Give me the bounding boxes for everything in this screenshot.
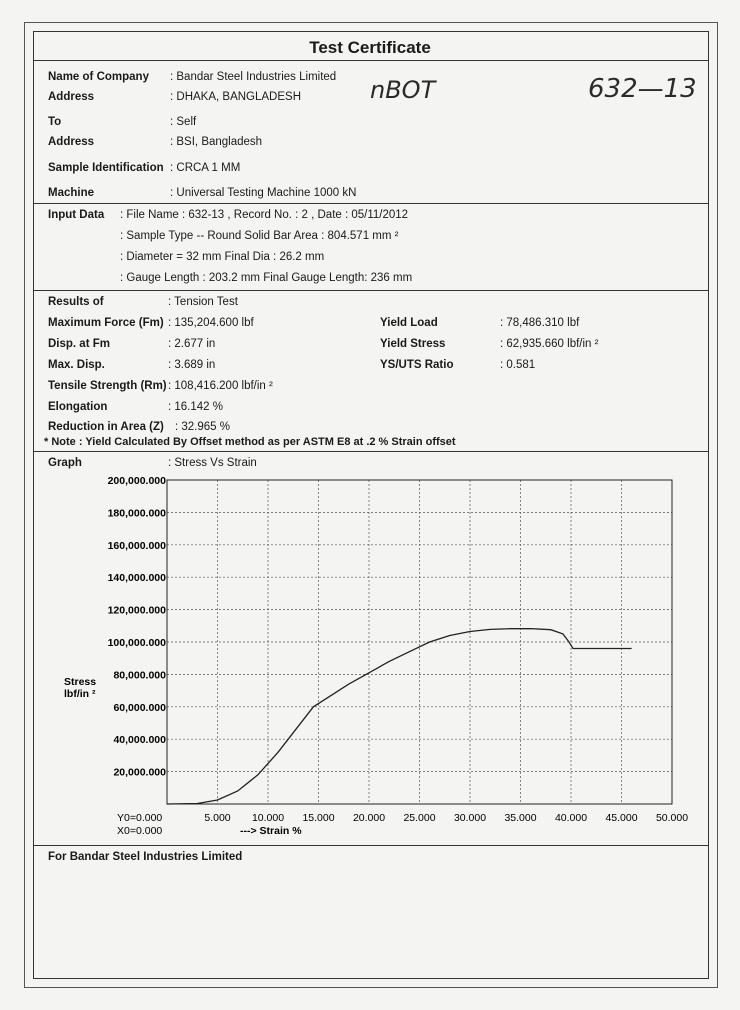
input-line-4: : Gauge Length : 203.2 mm Final Gauge Length: 236 mm: [120, 272, 413, 284]
address-label: Address: [48, 91, 95, 103]
x-tick-label: 30.000: [453, 812, 487, 824]
y-tick-label: 20,000.000: [113, 766, 166, 779]
elongation-label: Elongation: [48, 401, 108, 413]
y-tick-label: 200,000.000: [107, 475, 166, 487]
yield-stress-value: : 62,935.660 lbf/in ²: [500, 338, 599, 350]
y-tick-label: 180,000.000: [107, 507, 166, 520]
chart-grid: [167, 480, 672, 804]
results-label: Results of: [48, 296, 104, 308]
ys-uts-ratio-value: : 0.581: [500, 359, 536, 371]
max-force-label: Maximum Force (Fm): [48, 317, 164, 329]
machine-value: : Universal Testing Machine 1000 kN: [170, 187, 357, 199]
sample-value: : CRCA 1 MM: [170, 162, 241, 174]
x-tick-label: 45.000: [605, 812, 638, 824]
to-value: : Self: [170, 116, 197, 128]
x-tick-label: 50.000: [655, 812, 689, 824]
certificate-title: Test Certificate: [309, 38, 431, 57]
x-tick-label: 20.000: [352, 812, 386, 824]
machine-label: Machine: [48, 187, 95, 199]
y0-label: Y0=0.000: [117, 812, 163, 824]
max-disp-value: : 3.689 in: [168, 359, 216, 371]
y-tick-label: 160,000.000: [107, 539, 166, 552]
to-label: To: [48, 116, 62, 128]
x-tick-labels: [204, 812, 688, 824]
y-tick-label: 120,000.000: [107, 604, 166, 617]
input-line-3: : Diameter = 32 mm Final Dia : 26.2 mm: [120, 251, 325, 263]
y-tick-labels: [108, 475, 167, 779]
yield-load-value: : 78,486.310 lbf: [500, 317, 580, 329]
graph-label: Graph: [48, 457, 82, 469]
reduction-in-area-label: Reduction in Area (Z): [48, 421, 164, 433]
x-tick-label: 40.000: [554, 812, 588, 824]
x-tick-label: 15.000: [302, 812, 335, 824]
tensile-strength-value: : 108,416.200 lbf/in ²: [168, 380, 273, 392]
y-tick-label: 40,000.000: [113, 734, 166, 747]
handwritten-note: nBOT: [370, 76, 436, 104]
y-tick-label: 60,000.000: [113, 701, 166, 714]
input-line-2: : Sample Type -- Round Solid Bar Area : 804.571 mm ²: [120, 230, 399, 242]
input-line-1: : File Name : 632-13 , Record No. : 2 , Date : 05/11/2012: [120, 209, 409, 221]
x0-label: X0=0.000: [117, 825, 163, 837]
x-axis-label: ---> Strain %: [240, 825, 302, 837]
y-axis-label-line-2: lbf/in ²: [64, 688, 96, 700]
x-tick-label: 35.000: [504, 812, 537, 824]
elongation-value: : 16.142 %: [168, 401, 223, 413]
address2-value: : BSI, Bangladesh: [170, 136, 263, 148]
tensile-strength-label: Tensile Strength (Rm): [48, 380, 167, 392]
sample-label: Sample Identification: [48, 162, 164, 174]
x-tick-label: 25.000: [403, 812, 436, 824]
ys-uts-ratio-label: YS/UTS Ratio: [380, 359, 454, 371]
y-tick-label: 100,000.000: [107, 637, 166, 649]
address-value: : DHAKA, BANGLADESH: [170, 91, 302, 103]
yield-note: * Note : Yield Calculated By Offset method as per ASTM E8 at .2 % Strain offset: [44, 436, 456, 448]
y-axis-label-line-1: Stress: [64, 676, 97, 688]
divider: [33, 845, 709, 846]
address2-label: Address: [48, 136, 95, 148]
x-tick-label: 10.000: [251, 812, 285, 824]
graph-value: : Stress Vs Strain: [168, 457, 257, 469]
max-disp-label: Max. Disp.: [48, 359, 105, 371]
company-label: Name of Company: [48, 71, 149, 83]
handwritten-reference: 632—13: [588, 74, 697, 104]
results-value: : Tension Test: [168, 296, 238, 308]
signature-line: For Bandar Steel Industries Limited: [48, 851, 243, 863]
y-tick-label: 80,000.000: [113, 669, 166, 682]
y-tick-label: 140,000.000: [107, 572, 166, 585]
input-label: Input Data: [48, 209, 105, 221]
disp-at-fm-value: : 2.677 in: [168, 338, 216, 350]
max-force-value: : 135,204.600 lbf: [168, 317, 254, 329]
stress-strain-line: [167, 629, 632, 804]
yield-load-label: Yield Load: [380, 317, 438, 329]
company-value: : Bandar Steel Industries Limited: [170, 71, 337, 83]
yield-stress-label: Yield Stress: [380, 338, 446, 350]
disp-at-fm-label: Disp. at Fm: [48, 338, 110, 350]
x-tick-label: 5.000: [204, 812, 231, 824]
reduction-in-area-value: : 32.965 %: [175, 421, 230, 433]
